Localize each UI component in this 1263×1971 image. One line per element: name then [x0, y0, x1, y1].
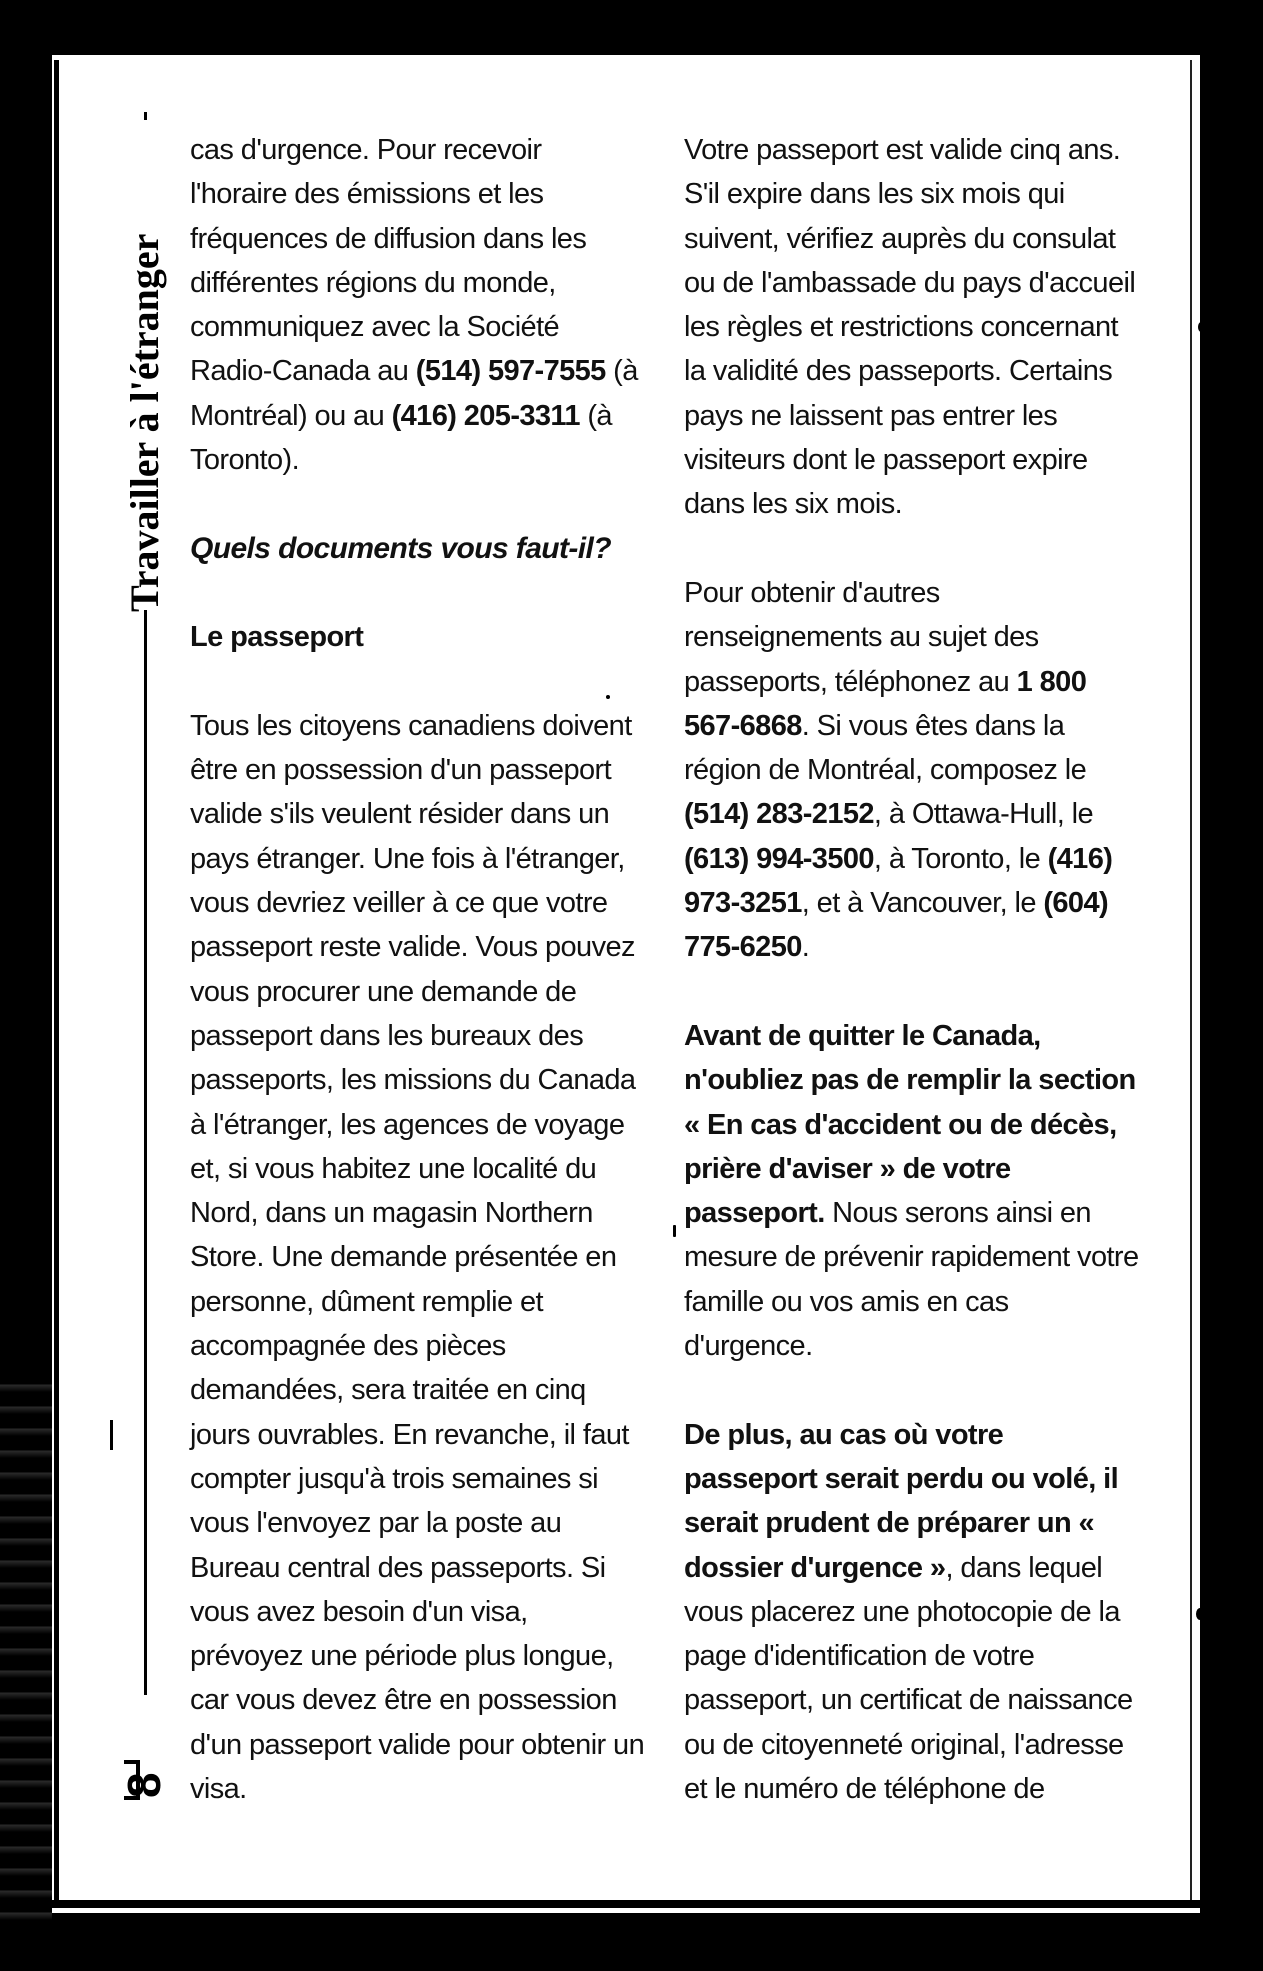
page-border-right: [1200, 55, 1210, 1913]
text-run: cas d'urgence. Pour recevoir l'horaire des émissions et les fréquences de diffusion dans les différentes régions du monde, communiquez avec la Société Radio-Canada au: [190, 134, 587, 388]
left-paragraph-1: [190, 128, 645, 482]
text-run: Pour obtenir d'autres renseignements au sujet des passeports, téléphonez au: [684, 576, 1039, 698]
section-heading: Quels documents vous faut-il?: [190, 531, 611, 565]
running-head-rule: [144, 610, 147, 1695]
right-paragraph-1: Votre passeport est valide cinq ans. S'il expire dans les six mois qui suivent, vérifiez auprès du consulat ou de l'ambassade du pays d'accueil les règles et restrictions concernant la validité des passeports. Certains pays ne laissent pas entrer les visiteurs dont le passeport expire dans les six mois.: [684, 134, 1136, 521]
left-column: [190, 128, 645, 1811]
phone-number: (604) 775-6250: [684, 887, 1109, 964]
text-run: . Si vous êtes dans la région de Montréal, composez le: [684, 709, 1087, 787]
emphasis-run: Avant de quitter le Canada, n'oubliez pas de remplir la section « En cas d'accident ou de décès, prière d'aviser » de votre passeport.: [684, 1019, 1136, 1230]
right-paragraph-3: [684, 1014, 1139, 1368]
page-border-right-inner: [1190, 60, 1192, 1900]
right-paragraph-4: [684, 1413, 1139, 1812]
emphasis-run: De plus, au cas où votre passeport serait perdu ou volé, il serait prudent de préparer un « dossier d'urgence »: [684, 1418, 1119, 1584]
text-run: (à Montréal) ou au: [190, 355, 638, 432]
scan-speck: [1198, 322, 1204, 332]
right-column: [684, 128, 1139, 1811]
scan-speck: [673, 1225, 676, 1237]
right-paragraph-2: [684, 571, 1139, 970]
text-run: Nous serons ainsi en mesure de prévenir rapidement votre famille ou vos amis en cas d'urgence.: [684, 1197, 1139, 1363]
page-border-left: [54, 60, 59, 1908]
text-run: (à Toronto).: [190, 399, 612, 477]
phone-number: (613) 994-3500: [684, 842, 874, 875]
phone-number: (514) 597-7555: [415, 355, 606, 388]
section-subheading: Le passeport: [190, 621, 364, 654]
phone-number: (514) 283-2152: [684, 798, 874, 831]
page-border-bottom: [52, 1900, 1212, 1908]
scan-edge-noise: [0, 1370, 52, 1930]
left-paragraph-2: Tous les citoyens canadiens doivent être en possession d'un passeport valide s'ils veulent résider dans un pays étranger. Une fois à l'étranger, vous devriez veiller à ce que votre passeport reste valide. Vous pouvez vous procurer une demande de passeport dans les bureaux des passeports, les missions du Canada à l'étranger, les agences de voyage et, si vous habitez une localité du Nord, dans un magasin Northern Store. Une demande présentée en personne, dûment remplie et accompagnée des pièces demandées, sera traitée en cinq jours ouvrables. En revanche, il faut compter jusqu'à trois semaines si vous l'envoyez par la poste au Bureau central des passeports. Si vous avez besoin d'un visa, prévoyez une période plus longue, car vous devez être en possession d'un passeport valide pour obtenir un visa.: [190, 709, 645, 1805]
running-head: Travailler à l'étranger: [122, 233, 167, 612]
text-run: , et à Vancouver, le: [801, 887, 1044, 920]
text-run: , à Ottawa-Hull, le: [873, 798, 1093, 831]
margin-tick-mark: [110, 1420, 113, 1450]
text-run: , à Toronto, le: [873, 842, 1048, 875]
page-number-bracket: [124, 1760, 140, 1800]
phone-number: (416) 205-3311: [391, 399, 580, 432]
phone-number: (416) 973-3251: [684, 842, 1113, 920]
scan-speck: [606, 695, 610, 699]
phone-number: 1 800 567-6868: [684, 665, 1087, 742]
text-run: , dans lequel vous placerez une photocopie de la page d'identification de votre passeport, un certificat de naissance ou de citoyenneté original, l'adresse et le numéro de téléphone de: [684, 1551, 1133, 1805]
text-run: .: [801, 931, 810, 964]
scan-speck: [1196, 1608, 1204, 1620]
page-number: 8: [118, 1772, 170, 1798]
